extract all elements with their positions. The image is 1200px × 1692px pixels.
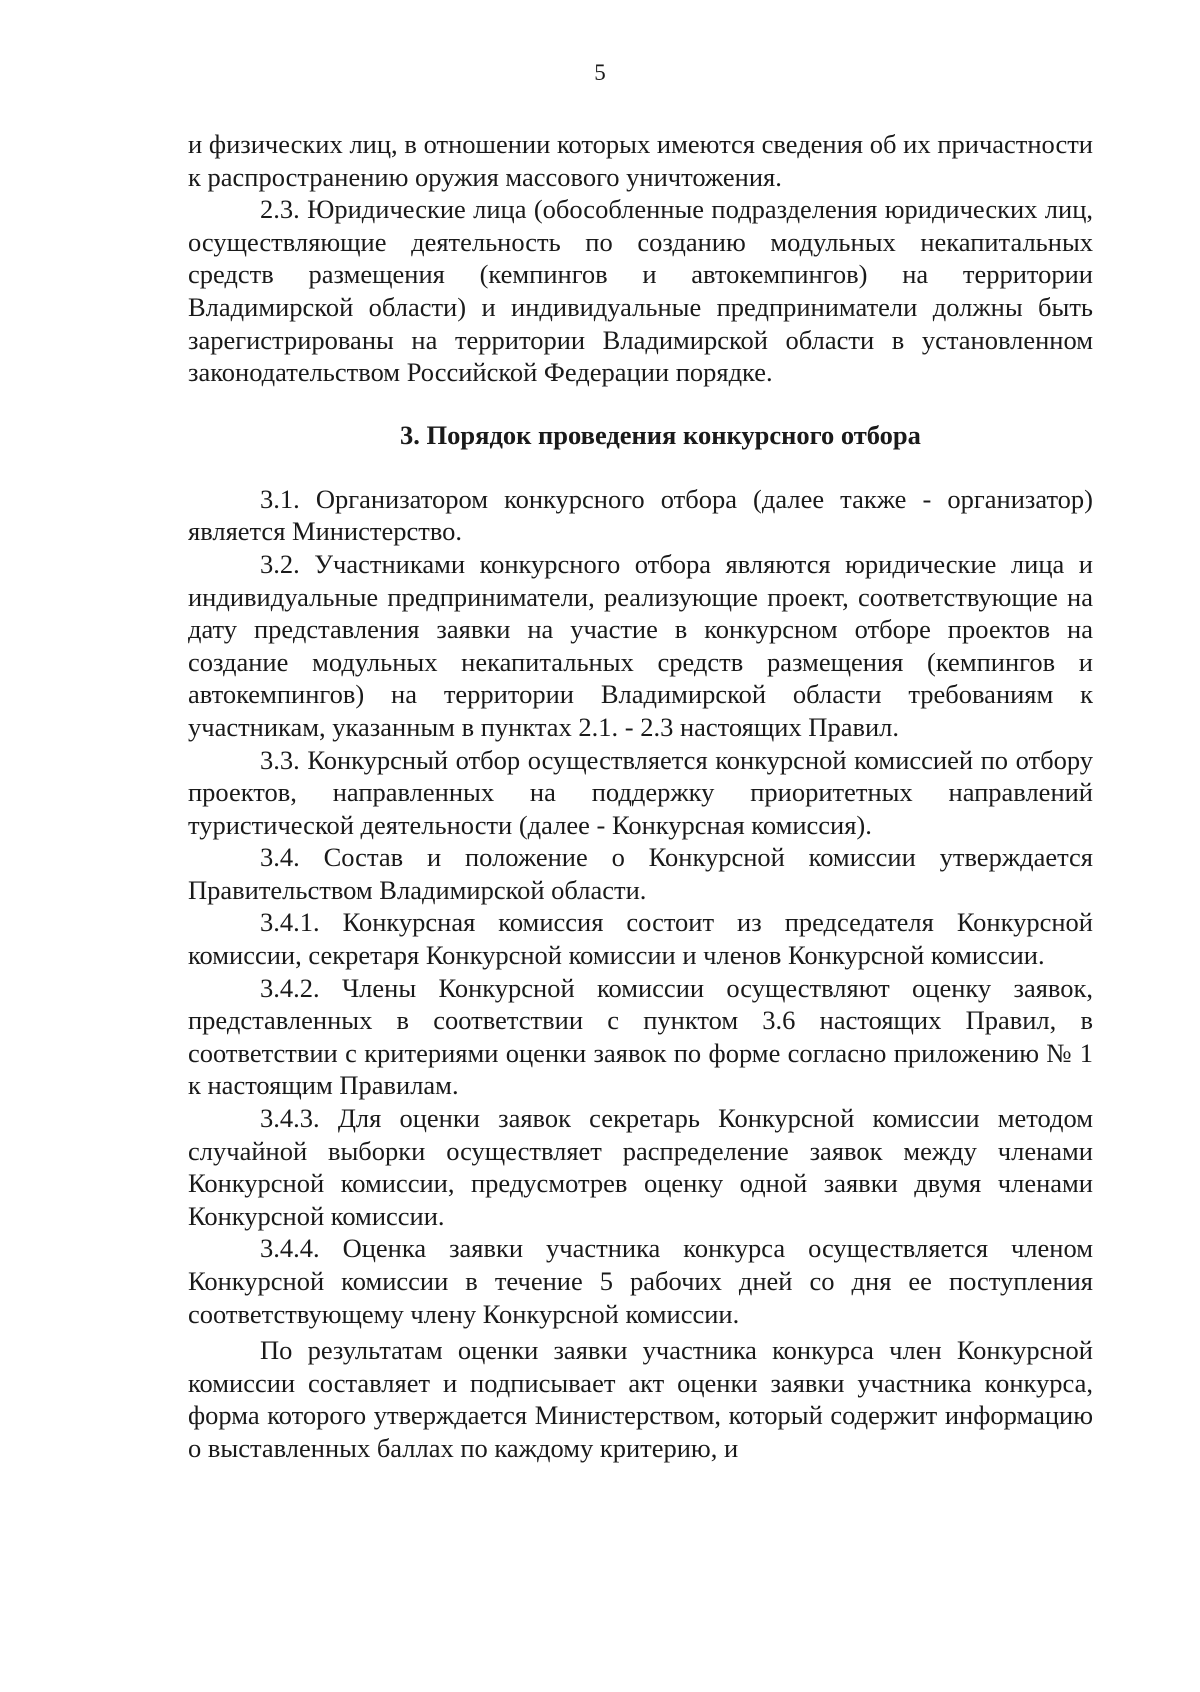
section-heading: 3. Порядок проведения конкурсного отбора <box>400 419 921 450</box>
paragraph-3-2: 3.2. Участниками конкурсного отбора являются юридические лица и индивидуальные предприниматели, реализующие проект, соответствующие на дату представления заявки на участие в конкурсном отборе проектов на создание модульных некапитальных средств размещения (кемпингов и автокемпингов) на территории Владимирской области требованиям к участникам, указанным в пунктах 2.1. - 2.3 настоящих Правил. <box>188 548 1093 742</box>
paragraph-3-4-3: 3.4.3. Для оценки заявок секретарь Конкурсной комиссии методом случайной выборки осуществляет распределение заявок между членами Конкурсной комиссии, предусмотрев оценку одной заявки двумя членами Конкурсной комиссии. <box>188 1103 1093 1231</box>
paragraph-3-4-2: 3.4.2. Члены Конкурсной комиссии осуществляют оценку заявок, представленных в соответствии с пунктом 3.6 настоящих Правил, в соответствии с критериями оценки заявок по форме согласно приложению № 1 к настоящим Правилам. <box>188 972 1093 1101</box>
paragraph-3-4: 3.4. Состав и положение о Конкурсной комиссии утверждается Правительством Владимирской области. <box>188 842 1093 905</box>
paragraph-3-4-1: 3.4.1. Конкурсная комиссия состоит из председателя Конкурсной комиссии, секретаря Конкурсной комиссии и членов Конкурсной комиссии. <box>188 907 1093 971</box>
paragraph-3-3: 3.3. Конкурсный отбор осуществляется конкурсной комиссией по отбору проектов, направленных на поддержку приоритетных направлений туристической деятельности (далее - Конкурсная комиссия). <box>188 744 1093 840</box>
document-body <box>188 128 1093 1465</box>
paragraph-3-4-4: 3.4.4. Оценка заявки участника конкурса осуществляется членом Конкурсной комиссии в течение 5 рабочих дней со дня ее поступления соответствующему члену Конкурсной комиссии. <box>188 1233 1093 1329</box>
paragraph-3-1: 3.1. Организатором конкурсного отбора (далее также - организатор) является Министерство. <box>188 483 1093 547</box>
paragraph-continuation: и физических лиц, в отношении которых имеются сведения об их причастности к распространению оружия массового уничтожения. <box>188 129 1093 192</box>
page-number: 5 <box>594 60 606 85</box>
paragraph-2-3: 2.3. Юридические лица (обособленные подразделения юридических лиц, осуществляющие деятельность по созданию модульных некапитальных средств размещения (кемпингов и автокемпингов) на территории Владимирской области) и индивидуальные предприниматели должны быть зарегистрированы на территории Владимирской области в установленном законодательством Российской Федерации порядке. <box>188 194 1093 388</box>
paragraph-results: По результатам оценки заявки участника конкурса член Конкурсной комиссии составляет и подписывает акт оценки заявки участника конкурса, форма которого утверждается Министерством, который содержит информацию о выставленных баллах по каждому критерию, и <box>188 1335 1093 1463</box>
